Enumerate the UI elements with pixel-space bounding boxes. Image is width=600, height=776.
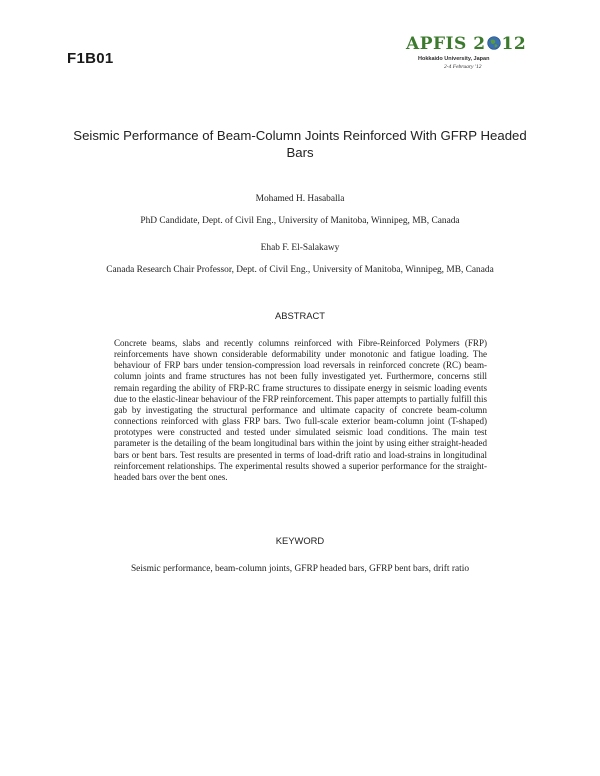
abstract-body: Concrete beams, slabs and recently columns reinforced with Fibre-Reinforced Polymers (FRP) reinforcements have shown considerable deformability under monotonic and fatigue loading. The behaviour of FRP bars under tension-compression load reversals in reinforced concrete (RC) beam-column joints and frame structures has not been fully investigated yet. Furthermore, concerns still remain regarding the ability of FRP-RC frame structures to dissipate energy in seismic loading events due to the elastic-linear behaviour of the FRP reinforcement. This paper attempts to partially fulfill this gab by investigating the structural performance and ultimate capacity of concrete beam-column connections reinforced with glass FRP bars. Two full-scale exterior beam-column joint (T-shaped) prototypes were constructed and tested under simulated seismic load conditions. The main test parameter is the detailing of the beam longitudinal bars within the joint by using either straight-headed bars or bent bars. Test results are presented in terms of load-drift ratio and load-strains in longitudinal reinforcement relationships. The experimental results showed a superior performance for the straight-headed bars over the bent ones. [114, 338, 487, 482]
abstract-heading: ABSTRACT [274, 310, 325, 321]
author-affiliation-1: PhD Candidate, Dept. of Civil Eng., University of Manitoba, Winnipeg, MB, Canada [140, 216, 460, 226]
keyword-heading: KEYWORD [275, 535, 325, 546]
author-affiliation-2: Canada Research Chair Professor, Dept. of Civil Eng., University of Manitoba, Winnipeg, MB, Canada [106, 265, 494, 275]
author-name-2: Ehab F. El-Salakawy [260, 243, 340, 253]
keyword-list: Seismic performance, beam-column joints, GFRP headed bars, GFRP bent bars, drift ratio [130, 564, 470, 574]
logo-university: Hokkaido University, Japan [418, 56, 490, 62]
logo-name-right: 12 [501, 34, 527, 54]
conference-logo [406, 34, 527, 84]
logo-dates: 2-4 February '12 [444, 64, 482, 70]
paper-id: F1B01 [67, 50, 114, 67]
logo-wordmark [406, 34, 526, 54]
paper-title: Seismic Performance of Beam-Column Joints Reinforced With GFRP Headed Bars [73, 128, 527, 160]
globe-icon [487, 36, 501, 50]
author-name-1: Mohamed H. Hasaballa [255, 194, 345, 204]
logo-name-left: APFIS 2 [406, 34, 486, 54]
